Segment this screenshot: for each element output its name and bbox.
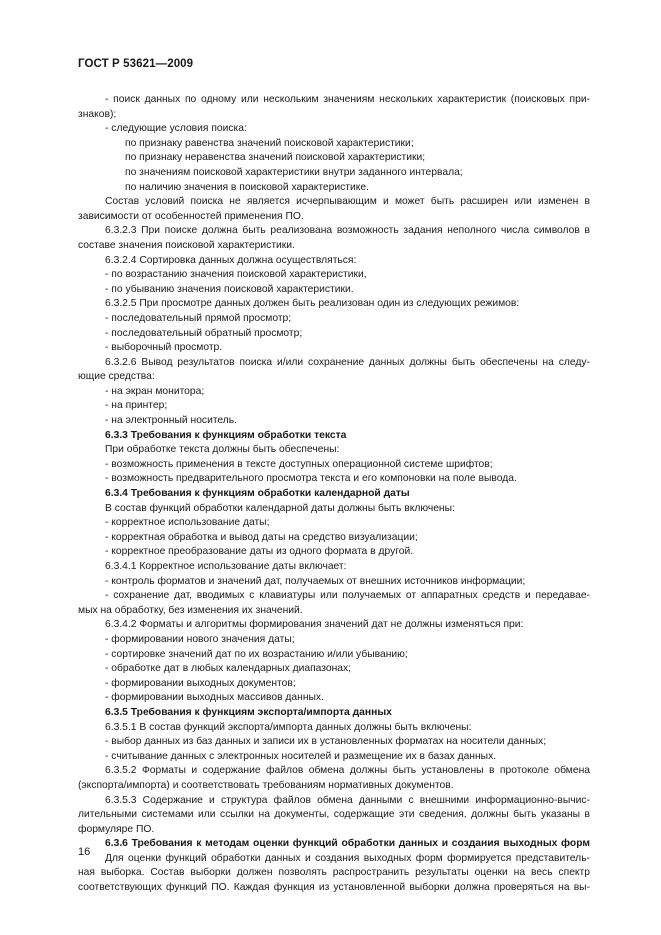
text-line: - следующие условия поиска: [105, 123, 247, 135]
text-line: мых на обработку, без изменения их значений. [78, 604, 303, 616]
text-line: - обработке дат в любых календарных диапазонах; [105, 663, 352, 675]
text-line: зависимости от особенностей применения ПО. [78, 210, 304, 222]
text-line: ная выборка. Состав выборки должен позволять распространить результаты оценки на весь спектр [78, 867, 590, 879]
document-header: ГОСТ Р 53621—2009 [78, 58, 194, 70]
section-heading: 6.3.6 Требования к методам оценки функций обработки данных и создания выходных форм [105, 838, 590, 850]
text-line: 6.3.2.5 При просмотре данных должен быть реализован один из следующих режимов: [105, 298, 520, 310]
text-line: - поиск данных по одному или нескольким значениям нескольких характеристик (поисковых при- [105, 94, 590, 105]
text-line: Состав условий поиска не является исчерпывающим и может быть расширен или изменен в [105, 196, 590, 208]
text-line: - последовательный обратный просмотр; [105, 327, 303, 339]
text-line: - по возрастанию значения поисковой характеристики, [105, 269, 367, 281]
text-line: формуляре ПО. [78, 823, 155, 835]
text-line: по значениям поисковой характеристики внутри заданного интервала; [125, 166, 463, 178]
text-line: - сохранение дат, вводимых с клавиатуры или получаемых от аппаратных средств и передавае- [105, 590, 590, 602]
text-line: - возможность применения в тексте доступных операционной системе шрифтов; [105, 458, 493, 470]
text-line: - считывание данных с электронных носителей и размещение их в базах данных. [105, 750, 497, 762]
text-line: - корректная обработка и вывод даты на средство визуализации; [105, 531, 418, 543]
text-line: При обработке текста должны быть обеспечены: [105, 444, 340, 456]
text-line: - формировании выходных массивов данных. [105, 692, 324, 704]
text-line: 6.3.2.4 Сортировка данных должна осуществляться: [105, 254, 357, 266]
text-line: - на электронный носитель. [105, 415, 238, 427]
page-number: 16 [78, 846, 91, 858]
text-line: - контроль форматов и значений дат, получаемых от внешних источников информации; [105, 575, 526, 587]
text-line: 6.3.2.6 Вывод результатов поиска и/или сохранение данных должны быть обеспечены на следу- [105, 356, 590, 368]
text-line: соответствующих функций ПО. Каждая функция из установленной выборки должна проверяться на вы- [78, 882, 590, 894]
text-line: - сортировке значений дат по их возрастанию и/или убыванию; [105, 648, 408, 660]
text-line: 6.3.5.1 В состав функций экспорта/импорта данных должны быть включены: [105, 721, 472, 733]
text-line: - формировании выходных документов; [105, 677, 296, 689]
text-line: - формировании нового значения даты; [105, 633, 295, 645]
text-line: знаков); [78, 108, 117, 120]
text-line: В состав функций обработки календарной даты должны быть включены: [105, 502, 455, 514]
text-line: - на экран монитора; [105, 385, 205, 397]
text-line: - выбор данных из баз данных и записи их в установленных форматах на носители данных; [105, 736, 547, 748]
text-line: - последовательный прямой просмотр; [105, 312, 292, 324]
text-line: - корректное преобразование даты из одного формата в другой. [105, 546, 414, 558]
text-line: 6.3.4.1 Корректное использование даты включает: [105, 561, 347, 572]
text-line: - возможность предварительного просмотра текста и его компоновки на поле вывода. [105, 473, 517, 485]
section-heading: 6.3.5 Требования к функциям экспорта/импорта данных [105, 706, 392, 718]
document-body [78, 93, 590, 896]
text-line: по наличию значения в поисковой характеристике. [125, 181, 369, 193]
section-heading: 6.3.4 Требования к функциям обработки календарной даты [105, 488, 410, 500]
text-line: по признаку неравенства значений поисковой характеристики; [125, 152, 426, 164]
text-line: (экспорта/импорта) и соответствовать требованиям нормативных документов. [78, 779, 454, 791]
text-line: - на принтер; [105, 400, 168, 412]
text-line: 6.3.5.3 Содержание и структура файлов обмена данными с внешними информационно-вычис- [105, 794, 590, 806]
text-line: лительными системами или ссылки на документы, содержащие эти сведения, должны быть указаны в [78, 809, 590, 821]
text-line: 6.3.5.2 Форматы и содержание файлов обмена должны быть установлены в протоколе обмена [105, 765, 590, 777]
text-line: - по убыванию значения поисковой характеристики. [105, 283, 354, 295]
section-heading: 6.3.3 Требования к функциям обработки текста [105, 429, 347, 441]
text-line: 6.3.2.3 При поиске должна быть реализована возможность задания неполного числа символов в [105, 225, 590, 237]
text-line: по признаку равенства значений поисковой характеристики; [125, 137, 414, 149]
text-line: ющие средства: [78, 371, 155, 383]
text-line: Для оценки функций обработки данных и создания выходных форм формируется представитель- [105, 852, 590, 864]
text-line: составе значения поисковой характеристики. [78, 239, 295, 251]
text-line: - выборочный просмотр. [105, 342, 223, 354]
text-line: 6.3.4.2 Форматы и алгоритмы формирования значений дат не должны изменяться при: [105, 619, 524, 631]
text-line: - корректное использование даты; [105, 517, 270, 529]
